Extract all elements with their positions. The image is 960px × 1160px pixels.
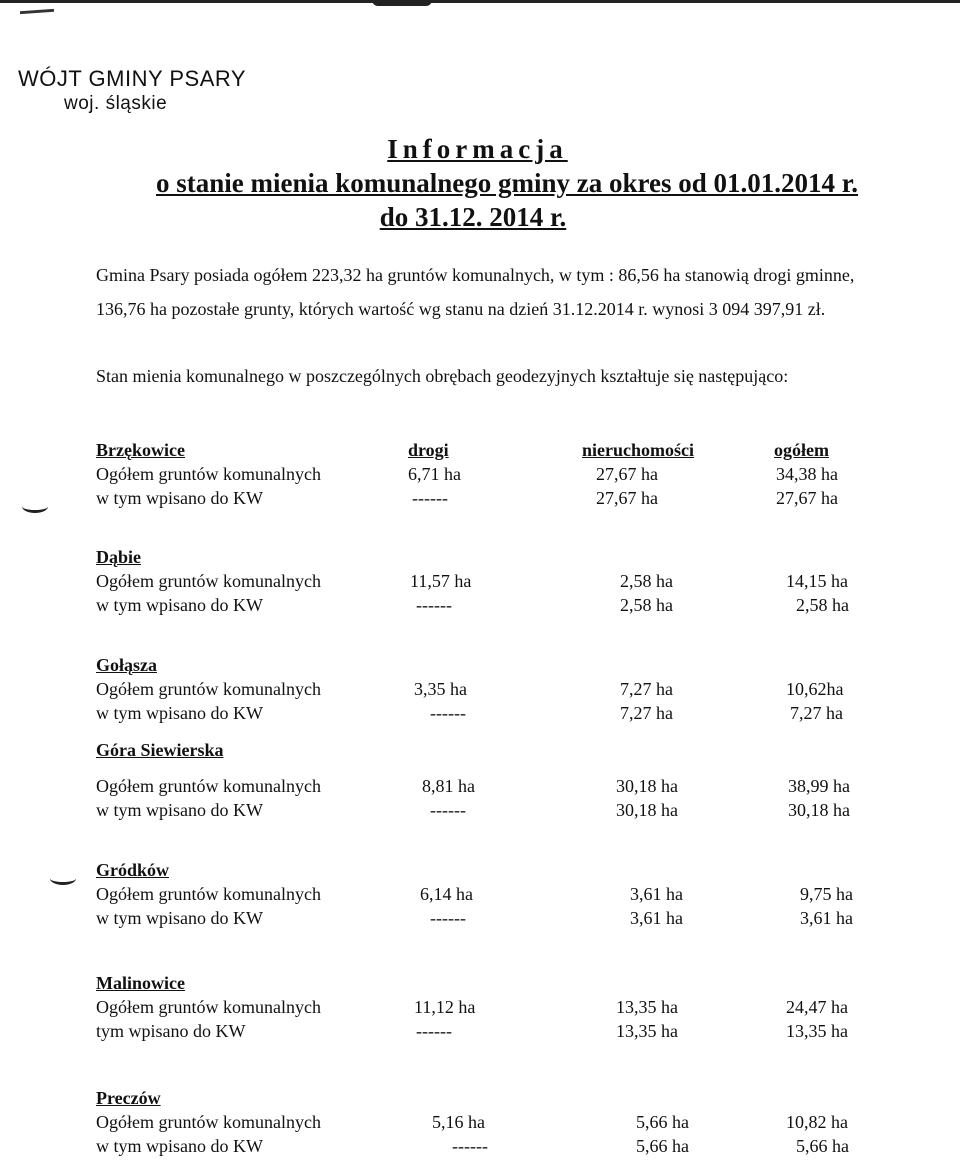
- table-row: [96, 571, 876, 595]
- table-row: [96, 703, 876, 727]
- total-value: 9,75 ha: [800, 884, 853, 904]
- precinct-gora-siewierska: [96, 740, 876, 824]
- row-label: w tym wpisano do KW: [96, 1136, 263, 1156]
- column-header-real-estate: nieruchomości: [582, 440, 694, 460]
- total-value: 5,66 ha: [796, 1136, 849, 1156]
- header-row: [96, 740, 876, 776]
- header-row: [96, 440, 876, 464]
- real-estate-value: 27,67 ha: [596, 488, 658, 508]
- row-label: Ogółem gruntów komunalnych: [96, 884, 321, 904]
- row-label: w tym wpisano do KW: [96, 800, 263, 820]
- office-region: woj. śląskie: [64, 93, 168, 114]
- precinct-preczow: [96, 1088, 876, 1160]
- intro-text: Gmina Psary posiada ogółem 223,32 ha gruntów komunalnych, w tym : 86,56 ha stanowią drogi gminne, 136,76 ha pozostałe grunty, których wartość wg stanu na dzień 31.12.2014 r. wynosi 3 094 397,91 zł.: [96, 265, 855, 319]
- precinct-brzekowice: [96, 440, 876, 512]
- table-row: [96, 1136, 876, 1160]
- precinct-name: Preczów: [96, 1088, 161, 1108]
- precinct-malinowice: [96, 973, 876, 1045]
- real-estate-value: 5,66 ha: [636, 1136, 689, 1156]
- row-label: w tym wpisano do KW: [96, 908, 263, 928]
- total-value: 2,58 ha: [796, 595, 849, 615]
- scan-top-border: [0, 0, 960, 3]
- roads-value: ------: [412, 488, 448, 508]
- roads-value: ------: [452, 1136, 488, 1156]
- real-estate-value: 3,61 ha: [630, 884, 683, 904]
- precinct-dabie: [96, 547, 876, 619]
- office-name: WÓJT GMINY PSARY: [18, 66, 247, 91]
- header-row: [96, 655, 876, 679]
- precinct-name: Góra Siewierska: [96, 740, 224, 760]
- roads-value: ------: [416, 1021, 452, 1041]
- column-header-total: ogółem: [774, 440, 829, 460]
- check-mark: [22, 500, 48, 513]
- precinct-name: Brzękowice: [96, 440, 185, 460]
- real-estate-value: 2,58 ha: [620, 595, 673, 615]
- header-row: [96, 973, 876, 997]
- total-value: 14,15 ha: [786, 571, 848, 591]
- real-estate-value: 7,27 ha: [620, 679, 673, 699]
- real-estate-value: 30,18 ha: [616, 776, 678, 796]
- document-title: Informacja: [387, 134, 568, 164]
- table-row: [96, 1021, 876, 1045]
- table-row: [96, 776, 876, 800]
- table-row: [96, 488, 876, 512]
- document-subtitle: o stanie mienia komunalnego gminy za okres od 01.01.2014 r.: [155, 168, 859, 198]
- roads-value: 6,14 ha: [420, 884, 473, 904]
- scan-mark: [20, 9, 54, 14]
- real-estate-value: 3,61 ha: [630, 908, 683, 928]
- total-value: 38,99 ha: [788, 776, 850, 796]
- table-row: [96, 679, 876, 703]
- intro-text-2: Stan mienia komunalnego w poszczególnych obrębach geodezyjnych kształtuje się następująco:: [96, 366, 789, 386]
- roads-value: 11,12 ha: [414, 997, 476, 1017]
- roads-value: ------: [430, 800, 466, 820]
- real-estate-value: 2,58 ha: [620, 571, 673, 591]
- total-value: 3,61 ha: [800, 908, 853, 928]
- total-value: 7,27 ha: [790, 703, 843, 723]
- roads-value: ------: [430, 908, 466, 928]
- row-label: Ogółem gruntów komunalnych: [96, 997, 321, 1017]
- roads-value: ------: [430, 703, 466, 723]
- row-label: Ogółem gruntów komunalnych: [96, 679, 321, 699]
- column-header-roads: drogi: [408, 440, 449, 460]
- precinct-name: Gołąsza: [96, 655, 157, 675]
- row-label: Ogółem gruntów komunalnych: [96, 464, 321, 484]
- row-label: w tym wpisano do KW: [96, 595, 263, 615]
- total-value: 24,47 ha: [786, 997, 848, 1017]
- total-value: 13,35 ha: [786, 1021, 848, 1041]
- precinct-name: Malinowice: [96, 973, 185, 993]
- header-row: [96, 547, 876, 571]
- roads-value: 5,16 ha: [432, 1112, 485, 1132]
- total-value: 34,38 ha: [776, 464, 838, 484]
- total-value: 10,62ha: [786, 679, 844, 699]
- table-row: [96, 464, 876, 488]
- real-estate-value: 5,66 ha: [636, 1112, 689, 1132]
- row-label: w tym wpisano do KW: [96, 703, 263, 723]
- scan-mark: [372, 0, 432, 6]
- total-value: 30,18 ha: [788, 800, 850, 820]
- precinct-grodkow: [96, 860, 876, 932]
- table-row: [96, 908, 876, 932]
- table-row: [96, 800, 876, 824]
- roads-value: 11,57 ha: [410, 571, 472, 591]
- table-row: [96, 1112, 876, 1136]
- real-estate-value: 30,18 ha: [616, 800, 678, 820]
- header-row: [96, 860, 876, 884]
- precinct-name: Dąbie: [96, 547, 141, 567]
- title-block: [0, 132, 960, 234]
- precinct-name: Gródków: [96, 860, 170, 880]
- letterhead: [18, 66, 246, 116]
- real-estate-value: 13,35 ha: [616, 1021, 678, 1041]
- row-label: Ogółem gruntów komunalnych: [96, 1112, 321, 1132]
- row-label: Ogółem gruntów komunalnych: [96, 776, 321, 796]
- real-estate-value: 7,27 ha: [620, 703, 673, 723]
- row-label: w tym wpisano do KW: [96, 488, 263, 508]
- roads-value: 6,71 ha: [408, 464, 461, 484]
- roads-value: ------: [416, 595, 452, 615]
- roads-value: 3,35 ha: [414, 679, 467, 699]
- real-estate-value: 27,67 ha: [596, 464, 658, 484]
- roads-value: 8,81 ha: [422, 776, 475, 796]
- document-subtitle-line2: do 31.12. 2014 r.: [379, 202, 567, 232]
- total-value: 10,82 ha: [786, 1112, 848, 1132]
- intro-paragraph: [96, 258, 876, 326]
- row-label: tym wpisano do KW: [96, 1021, 246, 1041]
- header-row: [96, 1088, 876, 1112]
- table-row: [96, 595, 876, 619]
- precinct-golasza: [96, 655, 876, 727]
- real-estate-value: 13,35 ha: [616, 997, 678, 1017]
- row-label: Ogółem gruntów komunalnych: [96, 571, 321, 591]
- table-row: [96, 997, 876, 1021]
- total-value: 27,67 ha: [776, 488, 838, 508]
- table-row: [96, 884, 876, 908]
- check-mark: [50, 872, 76, 885]
